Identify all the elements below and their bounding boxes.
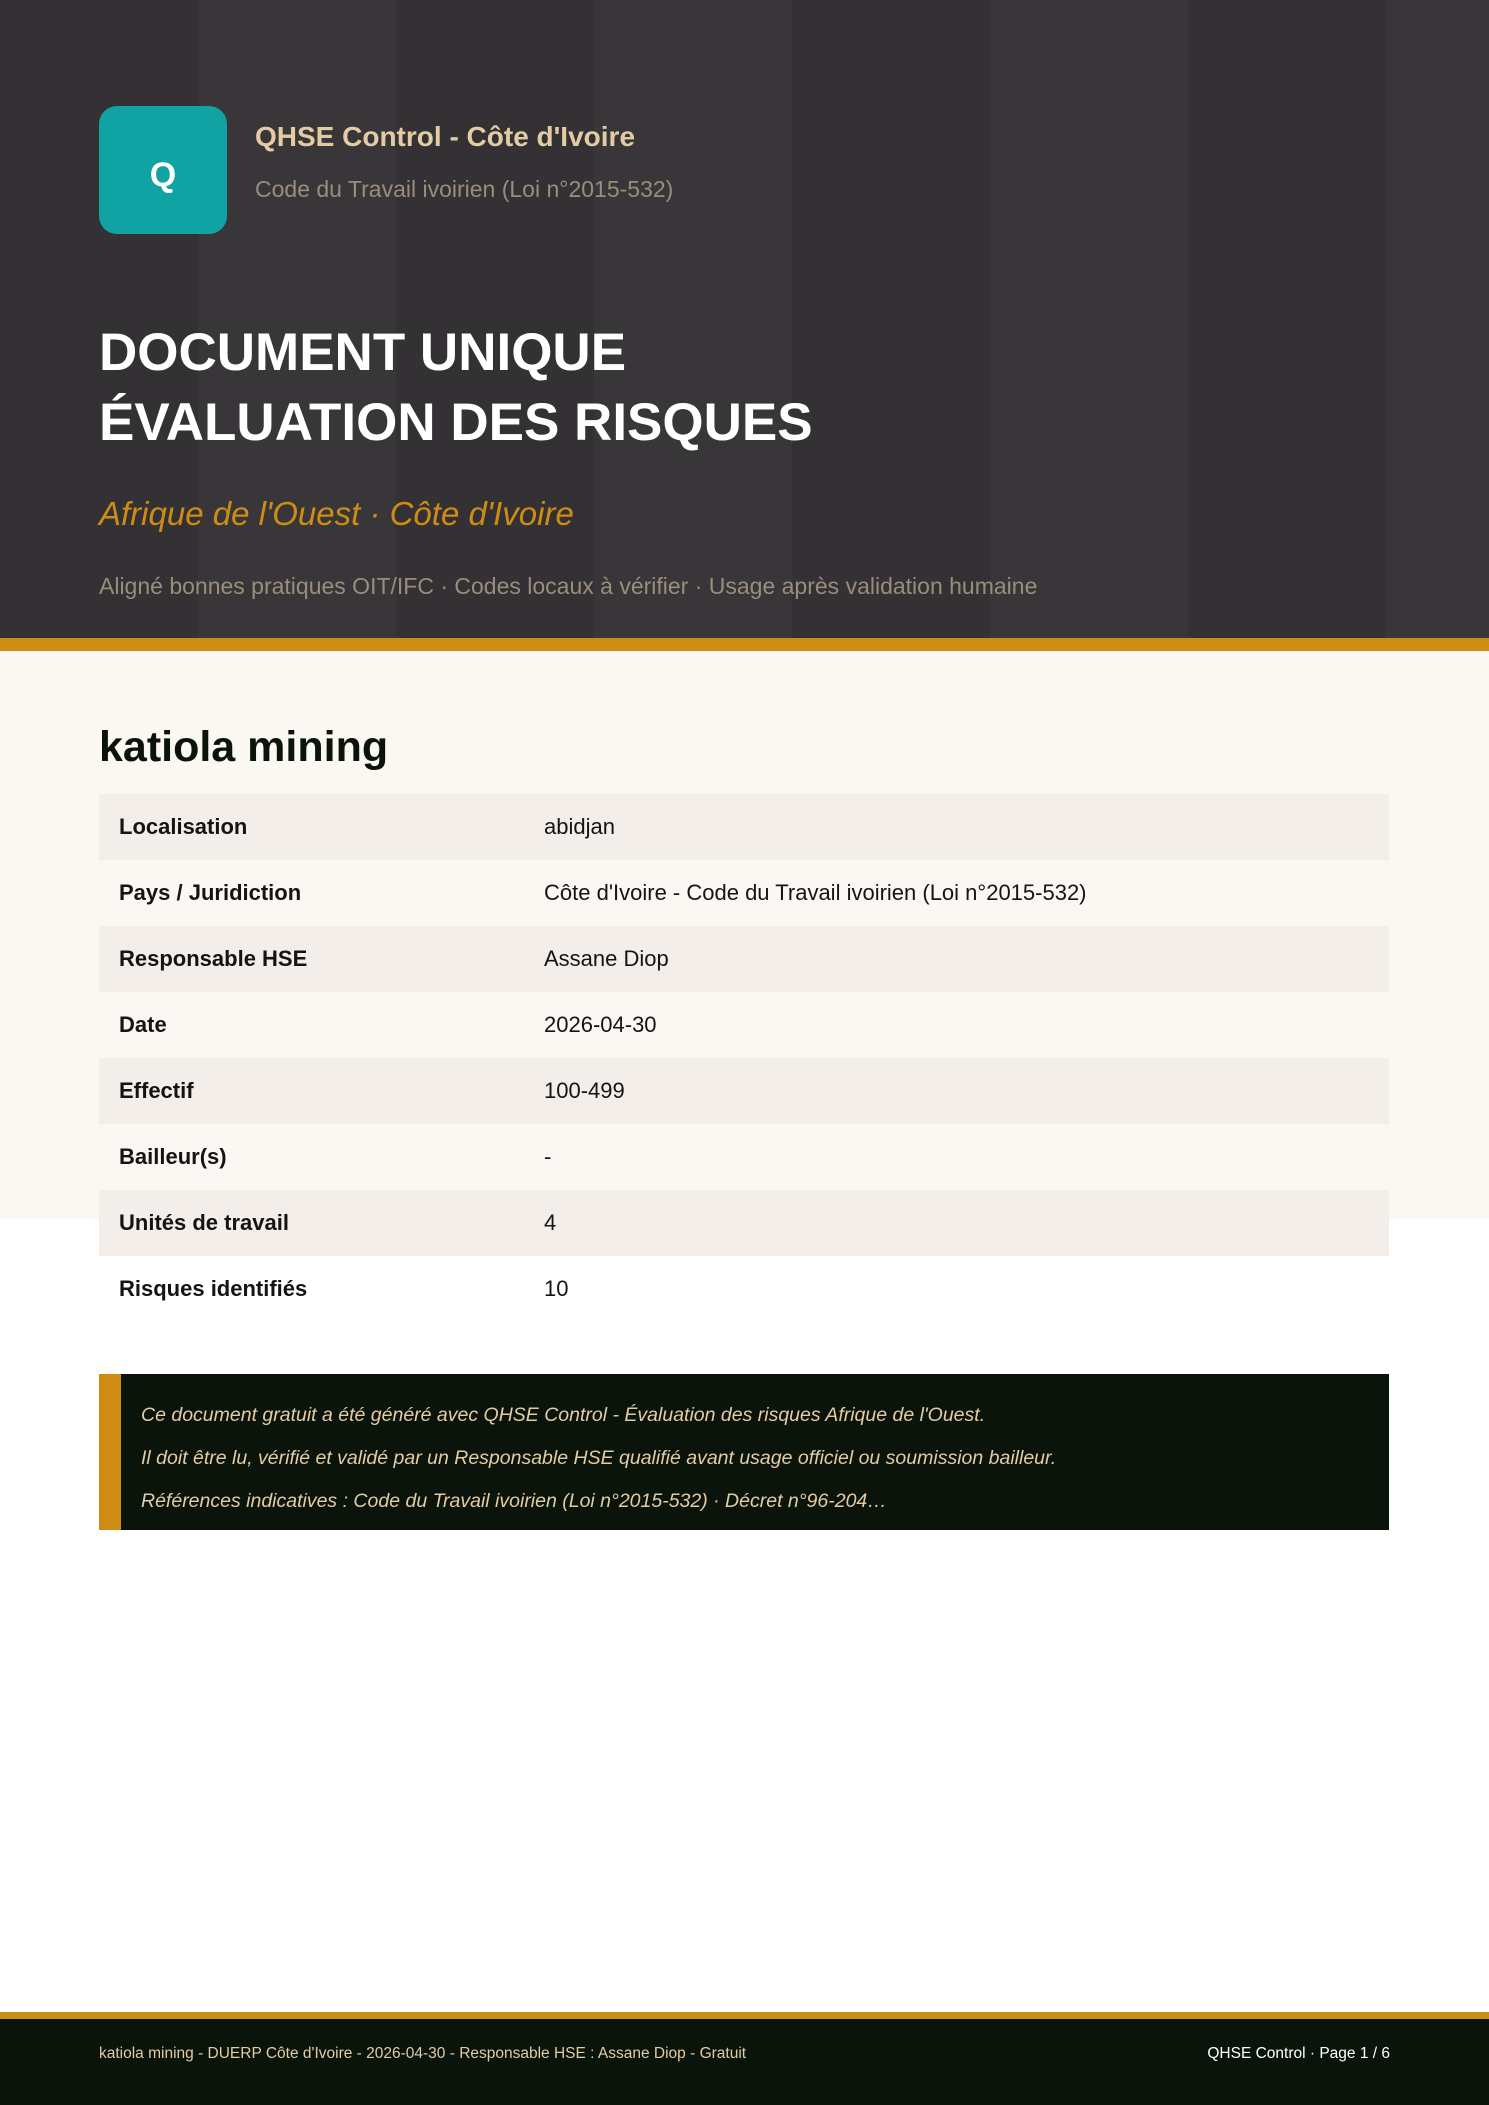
row-label: Pays / Juridiction bbox=[119, 880, 302, 905]
company-info-table bbox=[99, 794, 1389, 1322]
table-row bbox=[99, 794, 1389, 860]
company-name: katiola mining bbox=[99, 723, 389, 771]
row-label: Bailleur(s) bbox=[119, 1144, 227, 1169]
footer-page-number: QHSE Control · Page 1 / 6 bbox=[1207, 2045, 1390, 2062]
table-row bbox=[99, 1058, 1389, 1124]
notice-line-3: Références indicatives : Code du Travail ivoirien (Loi n°2015-532) · Décret n°96-204… bbox=[141, 1490, 887, 1512]
row-label: Unités de travail bbox=[99, 1190, 524, 1256]
document-title bbox=[99, 318, 813, 458]
notice-line-1: Ce document gratuit a été généré avec QHSE Control - Évaluation des risques Afrique de l'Ouest. bbox=[141, 1404, 986, 1426]
org-subtitle: Code du Travail ivoirien (Loi n°2015-532) bbox=[255, 176, 674, 202]
row-label: Localisation bbox=[99, 794, 524, 860]
row-label: Effectif bbox=[99, 1058, 524, 1124]
table-row bbox=[99, 992, 1389, 1058]
row-value: 2026-04-30 bbox=[544, 1012, 657, 1037]
row-label: Responsable HSE bbox=[99, 926, 524, 992]
validation-notice bbox=[99, 1374, 1389, 1530]
document-title-line-1: DOCUMENT UNIQUE bbox=[99, 323, 627, 382]
notice-line-2: Il doit être lu, vérifié et validé par un Responsable HSE qualifié avant usage officiel ou soumission bailleur. bbox=[141, 1447, 1057, 1469]
table-row bbox=[99, 1256, 1389, 1322]
company-logo bbox=[99, 106, 227, 234]
row-value: Côte d'Ivoire - Code du Travail ivoirien (Loi n°2015-532) bbox=[544, 880, 1087, 905]
org-title: QHSE Control - Côte d'Ivoire bbox=[255, 121, 636, 152]
table-row bbox=[99, 1190, 1389, 1256]
row-value: Assane Diop bbox=[524, 926, 1389, 992]
row-value: 100-499 bbox=[524, 1058, 1389, 1124]
region-subtitle: Afrique de l'Ouest · Côte d'Ivoire bbox=[99, 495, 574, 532]
footer-document-info: katiola mining - DUERP Côte d'Ivoire - 2026-04-30 - Responsable HSE : Assane Diop - Gratuit bbox=[99, 2045, 747, 2062]
row-value: abidjan bbox=[524, 794, 1389, 860]
header-disclaimer: Aligné bonnes pratiques OIT/IFC · Codes locaux à vérifier · Usage après validation humaine bbox=[99, 573, 1038, 599]
table-row bbox=[99, 1124, 1389, 1190]
table-row bbox=[99, 926, 1389, 992]
logo-letter: Q bbox=[149, 155, 177, 194]
row-label: Risques identifiés bbox=[119, 1276, 308, 1301]
table-row bbox=[99, 860, 1389, 926]
notice-accent-bar bbox=[99, 1374, 121, 1530]
document-title-line-2: ÉVALUATION DES RISQUES bbox=[99, 393, 813, 452]
footer-accent-bar bbox=[0, 2012, 1489, 2019]
row-value: 4 bbox=[524, 1190, 1389, 1256]
header-accent-bar bbox=[0, 638, 1489, 651]
row-label: Date bbox=[119, 1012, 167, 1037]
row-value: 10 bbox=[544, 1276, 569, 1301]
row-value: - bbox=[544, 1144, 552, 1169]
